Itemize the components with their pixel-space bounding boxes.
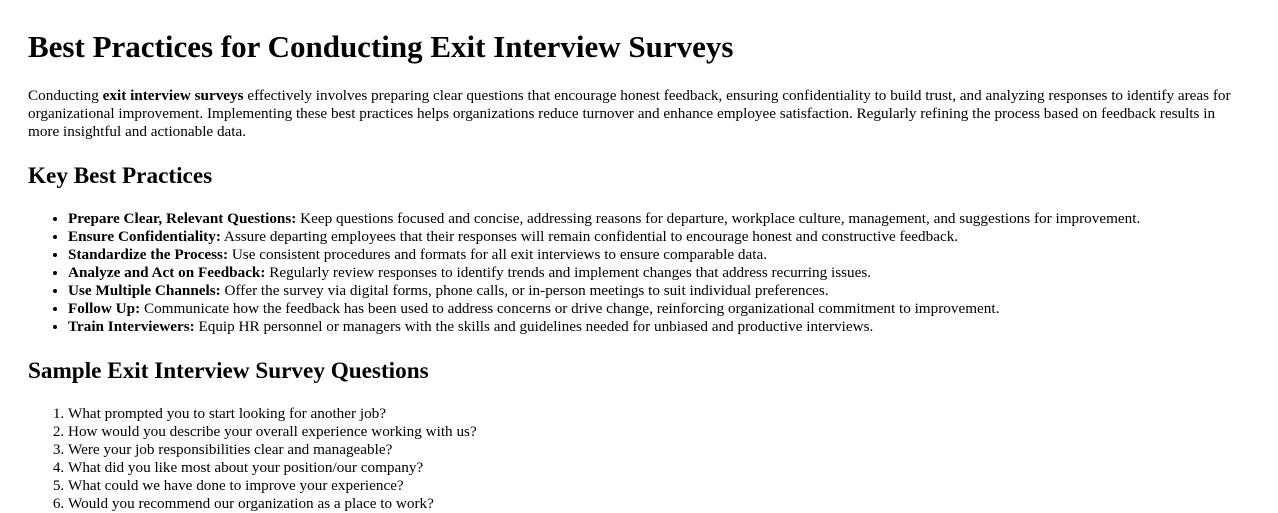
sample-questions-list xyxy=(28,405,1250,513)
practice-term: Follow Up: xyxy=(68,300,141,317)
practice-term: Analyze and Act on Feedback: xyxy=(68,264,266,281)
question-item: 1. What prompted you to start looking for another job? xyxy=(68,405,1250,423)
practice-item xyxy=(68,210,1250,228)
question-item: 3. Were your job responsibilities clear and manageable? xyxy=(68,441,1250,459)
question-item: 6. Would you recommend our organization as a place to work? xyxy=(68,495,1250,513)
practice-item xyxy=(68,264,1250,282)
intro-lead: Conducting xyxy=(28,87,103,104)
practice-item xyxy=(68,282,1250,300)
practice-text: Regularly review responses to identify trends and implement changes that address recurring issues. xyxy=(265,264,872,281)
question-item: 5. What could we have done to improve your experience? xyxy=(68,477,1250,495)
practice-text: Offer the survey via digital forms, phone calls, or in-person meetings to suit individual preferences. xyxy=(220,282,829,299)
intro-bold-term: exit interview surveys xyxy=(102,87,244,104)
practice-item xyxy=(68,246,1250,264)
practice-item xyxy=(68,228,1250,246)
intro-rest: effectively involves preparing clear questions that encourage honest feedback, ensuring confidentiality to build trust, and analyzing responses to identify areas for organizational improvement. Implementing these best practices helps organizations reduce turnover and enhance employee satisfaction. Regularly refining the process based on feedback results in more insightful and actionable data. xyxy=(28,87,1231,140)
practice-term: Standardize the Process: xyxy=(68,246,229,263)
practice-term: Ensure Confidentiality: xyxy=(68,228,221,245)
page-title: Best Practices for Conducting Exit Interview Surveys xyxy=(28,29,734,64)
practice-item xyxy=(68,300,1250,318)
practice-term: Prepare Clear, Relevant Questions: xyxy=(68,210,297,227)
practice-item xyxy=(68,318,1250,336)
sample-questions-heading: Sample Exit Interview Survey Questions xyxy=(28,358,429,384)
practice-text: Keep questions focused and concise, addressing reasons for departure, workplace culture, management, and suggestions for improvement. xyxy=(296,210,1141,227)
intro-paragraph xyxy=(28,87,1250,141)
question-item: 4. What did you like most about your position/our company? xyxy=(68,459,1250,477)
practice-text: Use consistent procedures and formats for all exit interviews to ensure comparable data. xyxy=(228,246,767,263)
practice-term: Use Multiple Channels: xyxy=(68,282,221,299)
key-practices-list xyxy=(28,210,1250,336)
practice-text: Equip HR personnel or managers with the skills and guidelines needed for unbiased and productive interviews. xyxy=(194,318,874,335)
practice-term: Train Interviewers: xyxy=(68,318,195,335)
question-item: 2. How would you describe your overall experience working with us? xyxy=(68,423,1250,441)
key-practices-heading: Key Best Practices xyxy=(28,163,213,189)
practice-text: Assure departing employees that their responses will remain confidential to encourage honest and constructive feedback. xyxy=(220,228,959,245)
practice-text: Communicate how the feedback has been used to address concerns or drive change, reinforcing organizational commitment to improvement. xyxy=(140,300,1000,317)
